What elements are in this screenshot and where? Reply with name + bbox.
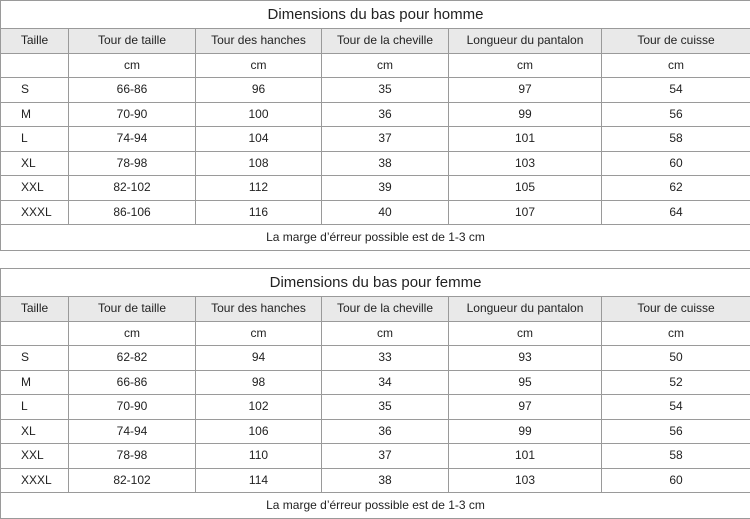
- table-title: Dimensions du bas pour femme: [1, 269, 750, 297]
- table-row: [1, 444, 750, 469]
- ankle-cell: 35: [322, 78, 449, 103]
- unit-cell: cm: [602, 53, 750, 78]
- size-cell: XXL: [1, 176, 69, 201]
- column-header: Longueur du pantalon: [449, 29, 602, 54]
- hip-cell: 98: [196, 370, 322, 395]
- length-cell: 101: [449, 127, 602, 152]
- waist-cell: 66-86: [69, 78, 196, 103]
- waist-cell: 70-90: [69, 395, 196, 420]
- table-row: [1, 127, 750, 152]
- hip-cell: 102: [196, 395, 322, 420]
- waist-cell: 82-102: [69, 468, 196, 493]
- length-cell: 103: [449, 468, 602, 493]
- ankle-cell: 37: [322, 127, 449, 152]
- table-title-row: [1, 1, 750, 29]
- unit-cell: cm: [449, 321, 602, 346]
- ankle-cell: 34: [322, 370, 449, 395]
- size-cell: S: [1, 346, 69, 371]
- length-cell: 99: [449, 419, 602, 444]
- length-cell: 107: [449, 200, 602, 225]
- thigh-cell: 60: [602, 468, 750, 493]
- thigh-cell: 56: [602, 419, 750, 444]
- size-cell: M: [1, 370, 69, 395]
- unit-cell: cm: [196, 321, 322, 346]
- table-header-row: [1, 297, 750, 322]
- hip-cell: 110: [196, 444, 322, 469]
- hip-cell: 100: [196, 102, 322, 127]
- column-header: Taille: [1, 29, 69, 54]
- hip-cell: 116: [196, 200, 322, 225]
- table-row: [1, 176, 750, 201]
- waist-cell: 78-98: [69, 151, 196, 176]
- hip-cell: 112: [196, 176, 322, 201]
- column-header: Tour de la cheville: [322, 297, 449, 322]
- size-cell: L: [1, 127, 69, 152]
- size-cell: M: [1, 102, 69, 127]
- table-row: [1, 102, 750, 127]
- column-header: Tour des hanches: [196, 29, 322, 54]
- length-cell: 99: [449, 102, 602, 127]
- thigh-cell: 52: [602, 370, 750, 395]
- ankle-cell: 35: [322, 395, 449, 420]
- unit-cell: cm: [602, 321, 750, 346]
- column-header: Tour de taille: [69, 297, 196, 322]
- table-row: [1, 151, 750, 176]
- unit-cell: cm: [69, 321, 196, 346]
- length-cell: 103: [449, 151, 602, 176]
- table-row: [1, 346, 750, 371]
- waist-cell: 78-98: [69, 444, 196, 469]
- column-header: Taille: [1, 297, 69, 322]
- table-title-row: [1, 269, 750, 297]
- unit-cell: cm: [322, 53, 449, 78]
- length-cell: 97: [449, 395, 602, 420]
- error-margin-note: La marge d’érreur possible est de 1-3 cm: [1, 225, 750, 251]
- table-row: [1, 468, 750, 493]
- thigh-cell: 54: [602, 395, 750, 420]
- ankle-cell: 33: [322, 346, 449, 371]
- hip-cell: 94: [196, 346, 322, 371]
- waist-cell: 82-102: [69, 176, 196, 201]
- ankle-cell: 37: [322, 444, 449, 469]
- table-row: [1, 200, 750, 225]
- hip-cell: 104: [196, 127, 322, 152]
- size-cell: XXXL: [1, 468, 69, 493]
- hip-cell: 96: [196, 78, 322, 103]
- length-cell: 97: [449, 78, 602, 103]
- column-header: Tour de cuisse: [602, 297, 750, 322]
- thigh-cell: 60: [602, 151, 750, 176]
- unit-cell: [1, 321, 69, 346]
- error-margin-note: La marge d’érreur possible est de 1-3 cm: [1, 493, 750, 519]
- unit-row: [1, 321, 750, 346]
- hip-cell: 114: [196, 468, 322, 493]
- hip-cell: 106: [196, 419, 322, 444]
- unit-cell: cm: [322, 321, 449, 346]
- unit-cell: cm: [196, 53, 322, 78]
- thigh-cell: 50: [602, 346, 750, 371]
- column-header: Tour des hanches: [196, 297, 322, 322]
- table-footer-row: [1, 225, 750, 251]
- ankle-cell: 36: [322, 102, 449, 127]
- size-cell: XL: [1, 151, 69, 176]
- waist-cell: 86-106: [69, 200, 196, 225]
- thigh-cell: 54: [602, 78, 750, 103]
- table-row: [1, 370, 750, 395]
- size-cell: L: [1, 395, 69, 420]
- unit-cell: cm: [69, 53, 196, 78]
- women-size-table: [0, 268, 750, 519]
- unit-cell: cm: [449, 53, 602, 78]
- column-header: Tour de taille: [69, 29, 196, 54]
- thigh-cell: 64: [602, 200, 750, 225]
- hip-cell: 108: [196, 151, 322, 176]
- waist-cell: 70-90: [69, 102, 196, 127]
- thigh-cell: 56: [602, 102, 750, 127]
- thigh-cell: 58: [602, 444, 750, 469]
- ankle-cell: 38: [322, 468, 449, 493]
- unit-row: [1, 53, 750, 78]
- table-row: [1, 78, 750, 103]
- table-footer-row: [1, 493, 750, 519]
- women-size-table-block: [0, 268, 750, 519]
- length-cell: 105: [449, 176, 602, 201]
- table-title: Dimensions du bas pour homme: [1, 1, 750, 29]
- table-row: [1, 395, 750, 420]
- waist-cell: 74-94: [69, 127, 196, 152]
- ankle-cell: 38: [322, 151, 449, 176]
- waist-cell: 62-82: [69, 346, 196, 371]
- ankle-cell: 36: [322, 419, 449, 444]
- column-header: Longueur du pantalon: [449, 297, 602, 322]
- table-row: [1, 419, 750, 444]
- waist-cell: 66-86: [69, 370, 196, 395]
- unit-cell: [1, 53, 69, 78]
- length-cell: 93: [449, 346, 602, 371]
- length-cell: 95: [449, 370, 602, 395]
- thigh-cell: 62: [602, 176, 750, 201]
- size-cell: S: [1, 78, 69, 103]
- waist-cell: 74-94: [69, 419, 196, 444]
- column-header: Tour de cuisse: [602, 29, 750, 54]
- thigh-cell: 58: [602, 127, 750, 152]
- ankle-cell: 40: [322, 200, 449, 225]
- size-cell: XL: [1, 419, 69, 444]
- column-header: Tour de la cheville: [322, 29, 449, 54]
- men-size-table-block: [0, 0, 750, 251]
- ankle-cell: 39: [322, 176, 449, 201]
- table-header-row: [1, 29, 750, 54]
- men-size-table: [0, 0, 750, 251]
- size-cell: XXXL: [1, 200, 69, 225]
- length-cell: 101: [449, 444, 602, 469]
- size-cell: XXL: [1, 444, 69, 469]
